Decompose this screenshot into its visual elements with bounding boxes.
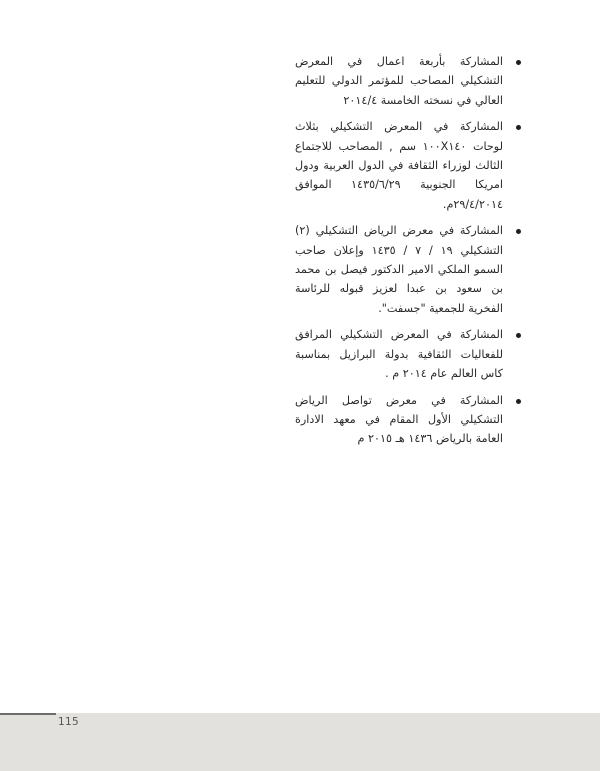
- page-number: 115: [58, 716, 79, 728]
- footer-divider: [0, 713, 56, 715]
- list-item: [295, 117, 523, 214]
- bullet-icon: [516, 125, 521, 130]
- list-item: [295, 52, 523, 110]
- list-item: [295, 325, 523, 383]
- bullet-icon: [516, 399, 521, 404]
- list-item-text: المشاركة في معرض تواصل الرياض التشكيلي الأول المقام في معهد الادارة العامة بالرياض ١٤٣٦ هـ ٢٠١٥ م: [295, 393, 503, 446]
- list-item: [295, 391, 523, 449]
- bullet-icon: [516, 60, 521, 65]
- list-item-text: المشاركة في المعرض التشكيلي بثلاث لوحات ١٠٠X١٤٠ سم , المصاحب للاجتماع الثالث لوزراء الثقافة في الدول العربية ودول امريكا الجنوبية ١٤٣٥/٦/٢٩ الموافق ٢٩/٤/٢٠١٤م.: [295, 120, 503, 211]
- bullet-icon: [516, 333, 521, 338]
- list-item-text: المشاركة بأربعة اعمال في المعرض التشكيلي المصاحب للمؤتمر الدولي للتعليم العالي في نسخته الخامسة ٢٠١٤/٤: [295, 55, 503, 107]
- list-item: [295, 221, 523, 318]
- list-item-text: المشاركة في معرض الرياض التشكيلي (٢) التشكيلي ١٩ / ٧ / ١٤٣٥ وإعلان صاحب السمو الملكي الامير الدكتور فيصل بن محمد بن سعود بن عبدا لعزيز قبوله للرئاسة الفخرية للجمعية "جسفت".: [295, 224, 503, 315]
- bullet-icon: [516, 229, 521, 234]
- page-footer: [0, 713, 600, 771]
- list-item-text: المشاركة في المعرض التشكيلي المرافق للفعاليات الثقافية بدولة البرازيل بمناسبة كاس العالم عام ٢٠١٤ م .: [295, 328, 503, 381]
- achievements-list: [295, 52, 523, 456]
